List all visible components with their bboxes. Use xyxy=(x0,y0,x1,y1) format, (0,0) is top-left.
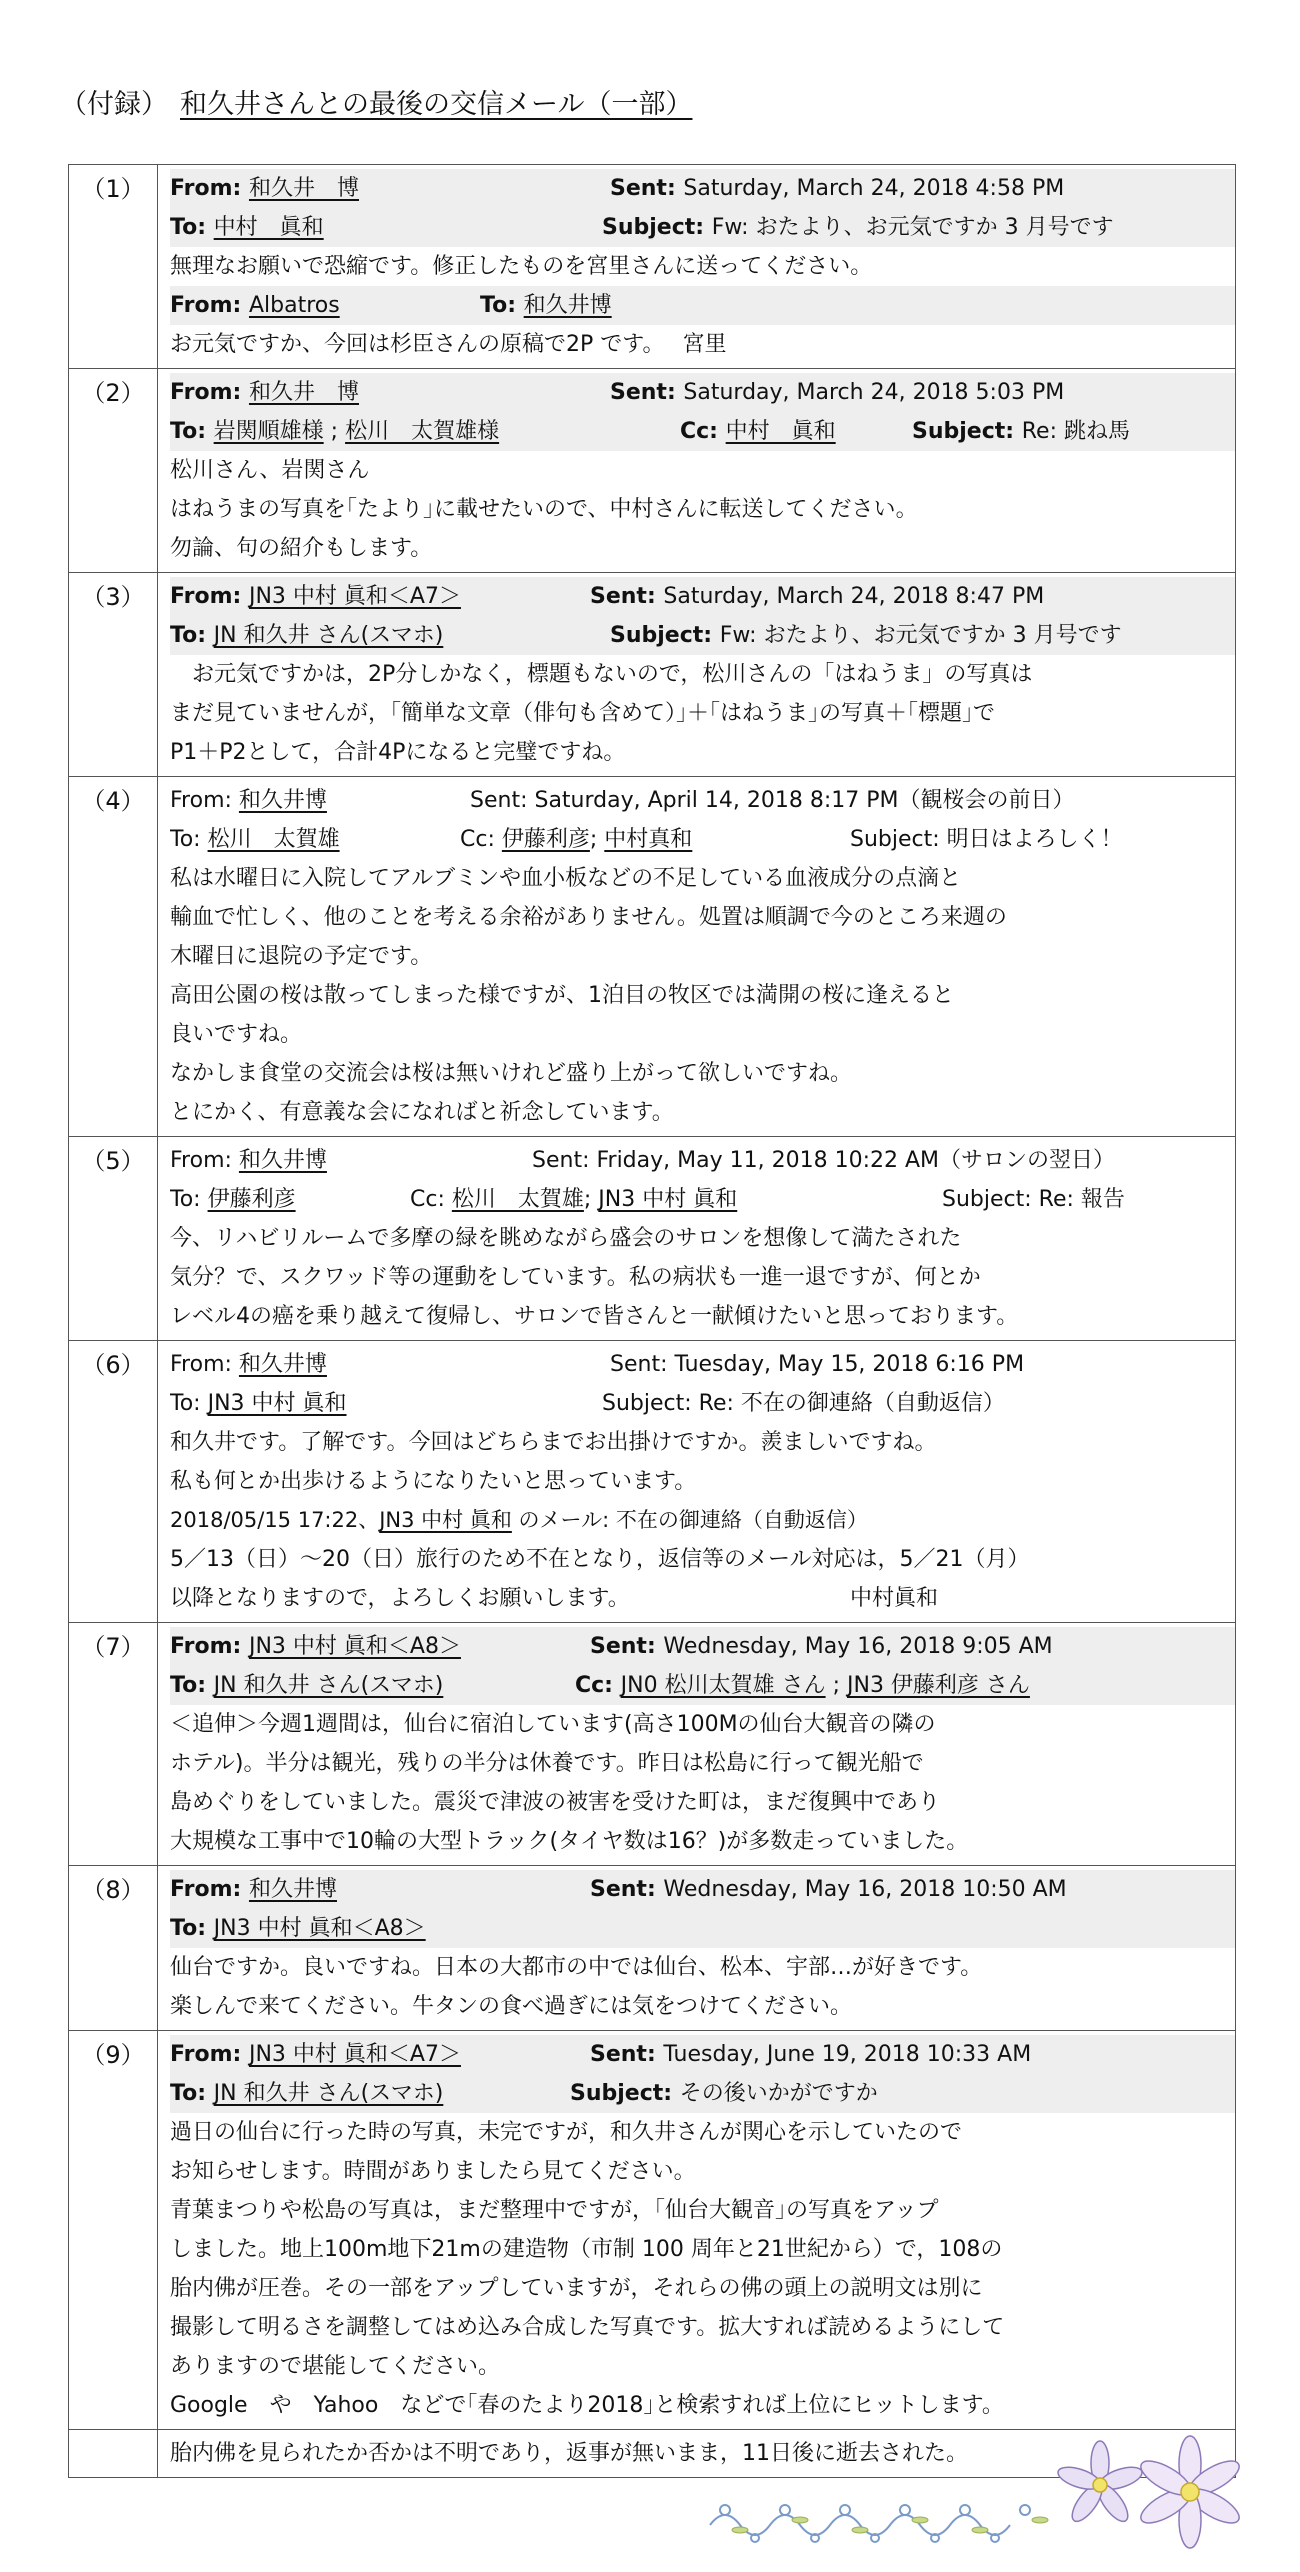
line-text: お元気ですかは，2P分しかなく，標題もないので，松川さんの「はねうま」の写真は xyxy=(170,662,1033,687)
mail-text-line xyxy=(170,1219,1229,1258)
line-segment-group xyxy=(602,208,1114,247)
line-text: 和久井です。了解です。今回はどちらまでお出掛けですか。羨ましいですね。 xyxy=(170,1430,937,1455)
line-segment-group xyxy=(610,1345,1024,1384)
header-label: To: xyxy=(170,215,214,240)
line-text: Saturday, March 24, 2018 8:47 PM xyxy=(663,584,1045,609)
header-label: Sent: xyxy=(590,584,664,609)
line-text: Fw: おたより、お元気ですか 3 月号です xyxy=(711,215,1114,240)
mail-header-line xyxy=(170,1627,1235,1666)
header-label: From: xyxy=(170,584,249,609)
header-label: From: xyxy=(170,176,249,201)
header-label: To: xyxy=(170,1916,214,1941)
mail-entry-row xyxy=(69,165,1236,369)
entry-number: （9） xyxy=(69,2031,158,2430)
mail-entry-row xyxy=(69,1137,1236,1341)
line-text: Subject: 明日はよろしく！ xyxy=(850,827,1123,852)
address-name: JN3 中村 眞和 xyxy=(207,1391,347,1416)
mail-text-line xyxy=(170,976,1229,1015)
line-text: To: xyxy=(170,1391,208,1416)
line-segment-group xyxy=(590,1870,1067,1909)
line-text: その後いかがですか xyxy=(679,2081,878,2106)
line-text: 中村眞和 xyxy=(850,1586,939,1611)
line-text: To: xyxy=(170,827,208,852)
line-text: Wednesday, May 16, 2018 9:05 AM xyxy=(663,1634,1053,1659)
page-title xyxy=(60,82,692,121)
line-text: 楽しんで来てください。牛タンの食べ過ぎには気をつけてください。 xyxy=(170,1994,853,2019)
line-text: 大規模な工事中で10輪の大型トラック(タイヤ数は16？)が多数走っていました。 xyxy=(170,1829,969,1854)
mail-text-line xyxy=(170,694,1229,733)
mail-table-body xyxy=(69,165,1236,2478)
mail-entry-row xyxy=(69,1341,1236,1623)
header-label: From: xyxy=(170,380,249,405)
line-text: 青葉まつりや松島の写真は，まだ整理中ですが，｢仙台大観音｣の写真をアップ xyxy=(170,2198,939,2223)
mail-header-line xyxy=(170,2074,1235,2113)
mail-text-line xyxy=(170,1054,1229,1093)
line-segment-group xyxy=(590,577,1044,616)
address-name: 和久井 博 xyxy=(248,176,359,201)
entry-number: （2） xyxy=(69,369,158,573)
line-text: 仙台ですか。良いですね。日本の大都市の中では仙台、松本、宇部…が好きです。 xyxy=(170,1955,983,1980)
entry-body xyxy=(158,2031,1236,2430)
header-label: From: xyxy=(170,293,249,318)
address-name: 岩関順雄様 xyxy=(213,419,324,444)
address-name: 和久井博 xyxy=(523,293,612,318)
mail-text-line xyxy=(170,2347,1229,2386)
address-name: JN 和久井 さん(スマホ) xyxy=(213,2081,444,2106)
line-text: Google や Yahoo などで｢春のたより2018｣と検索すれば上位にヒットします。 xyxy=(170,2393,1004,2418)
address-name: JN3 中村 眞和 xyxy=(598,1187,738,1212)
header-label: To: xyxy=(480,293,524,318)
address-name: 松川 太賀雄 xyxy=(207,827,340,852)
mail-text-line xyxy=(170,1948,1229,1987)
line-text: ; xyxy=(323,419,346,444)
address-name: JN3 中村 眞和 xyxy=(379,1508,512,1532)
line-segment-group xyxy=(850,820,1123,859)
line-text: 撮影して明るさを調整してはめ込み合成した写真です。拡大すれば読めるようにして xyxy=(170,2315,1005,2340)
mail-text-line xyxy=(170,655,1229,694)
line-segment-group xyxy=(570,2074,878,2113)
header-label: Sent: xyxy=(590,1634,664,1659)
header-label: Cc: xyxy=(680,419,726,444)
line-text: Re: 跳ね馬 xyxy=(1021,419,1130,444)
mail-entry-row xyxy=(69,777,1236,1137)
line-text: 高田公園の桜は散ってしまった様ですが、1泊目の牧区では満開の桜に逢えると xyxy=(170,983,954,1008)
entry-body xyxy=(158,165,1236,369)
mail-text-line xyxy=(170,781,1229,820)
entry-number: （3） xyxy=(69,573,158,777)
line-text: 良いですね。 xyxy=(170,1022,303,1047)
line-segment-group xyxy=(610,169,1064,208)
line-segment-group xyxy=(480,286,612,325)
closing-number-cell xyxy=(69,2430,158,2478)
mail-text-line xyxy=(170,733,1229,772)
mail-text-line xyxy=(170,2386,1229,2425)
mail-text-line xyxy=(170,859,1229,898)
mail-text-line xyxy=(170,1987,1229,2026)
mail-header-line xyxy=(170,412,1235,451)
address-name: JN3 中村 眞和＜A7＞ xyxy=(248,584,461,609)
line-text: Subject: Re: 報告 xyxy=(942,1187,1125,1212)
line-text: Saturday, March 24, 2018 5:03 PM xyxy=(683,380,1065,405)
line-segment-group xyxy=(575,1666,1030,1705)
line-text: 5／13（日）～20（日）旅行のため不在となり，返信等のメール対応は，5／21（月） xyxy=(170,1547,1030,1572)
address-name: 松川 太賀雄 xyxy=(451,1187,584,1212)
line-text: ; xyxy=(589,827,605,852)
mail-entry-row xyxy=(69,573,1236,777)
mail-text-line xyxy=(170,1258,1229,1297)
line-text: ありますので堪能してください。 xyxy=(170,2354,501,2379)
address-name: 和久井 博 xyxy=(248,380,359,405)
mail-text-line xyxy=(170,1180,1229,1219)
line-text: Wednesday, May 16, 2018 10:50 AM xyxy=(663,1877,1067,1902)
line-text: From: xyxy=(170,788,239,813)
header-label: To: xyxy=(170,419,214,444)
mail-header-line xyxy=(170,286,1235,325)
line-text: Subject: Re: 不在の御連絡（自動返信） xyxy=(602,1391,1005,1416)
mail-text-line xyxy=(170,529,1229,568)
mail-text-line xyxy=(170,1345,1229,1384)
mail-text-line xyxy=(170,1783,1229,1822)
line-text: 島めぐりをしていました。震災で津波の被害を受けた町は，まだ復興中であり xyxy=(170,1790,941,1815)
mail-text-line xyxy=(170,451,1229,490)
mail-text-line xyxy=(170,1384,1229,1423)
line-text: 以降となりますので，よろしくお願いします。 xyxy=(170,1586,630,1611)
line-text: ＜追伸＞今週1週間は，仙台に宿泊しています(高さ100Mの仙台大観音の隣の xyxy=(170,1712,936,1737)
line-text: ホテル)。半分は観光，残りの半分は休養です。昨日は松島に行って観光船で xyxy=(170,1751,924,1776)
address-name: 松川 太賀雄様 xyxy=(345,419,500,444)
mail-entry-row xyxy=(69,369,1236,573)
mail-text-line xyxy=(170,1141,1229,1180)
address-name: JN3 伊藤利彦 さん xyxy=(847,1673,1030,1698)
mail-entry-row xyxy=(69,2031,1236,2430)
line-text: To: xyxy=(170,1187,208,1212)
entry-body xyxy=(158,1866,1236,2031)
line-text: ; xyxy=(825,1673,847,1698)
line-segment-group xyxy=(532,1141,1115,1180)
line-segment-group xyxy=(460,820,692,859)
address-name: 中村 眞和 xyxy=(725,419,836,444)
address-name: 中村真和 xyxy=(604,827,693,852)
mail-text-line xyxy=(170,1423,1229,1462)
line-text: ; xyxy=(583,1187,599,1212)
line-text: Sent: Tuesday, May 15, 2018 6:16 PM xyxy=(610,1352,1025,1377)
header-label: To: xyxy=(170,2081,214,2106)
mail-text-line xyxy=(170,1501,1229,1540)
mail-text-line xyxy=(170,1015,1229,1054)
line-text: P1＋P2として，合計4Pになると完璧ですね。 xyxy=(170,740,626,765)
line-text: 私も何とか出歩けるようになりたいと思っています。 xyxy=(170,1469,697,1494)
mail-text-line xyxy=(170,2230,1229,2269)
line-segment-group xyxy=(680,412,836,451)
mail-header-line xyxy=(170,616,1235,655)
mail-text-line xyxy=(170,325,1229,364)
line-text: 木曜日に退院の予定です。 xyxy=(170,944,433,969)
entry-body xyxy=(158,369,1236,573)
address-name: 伊藤利彦 xyxy=(501,827,590,852)
address-name: JN 和久井 さん(スマホ) xyxy=(213,623,444,648)
header-label: From: xyxy=(170,1634,249,1659)
mail-text-line xyxy=(170,1462,1229,1501)
mail-entry-row xyxy=(69,1866,1236,2031)
mail-text-line xyxy=(170,2152,1229,2191)
mail-text-line xyxy=(170,1093,1229,1132)
entry-number: （7） xyxy=(69,1623,158,1866)
mail-text-line xyxy=(170,937,1229,976)
line-segment-group xyxy=(610,616,1122,655)
mail-text-line xyxy=(170,2113,1229,2152)
line-segment-group xyxy=(410,1180,737,1219)
title-prefix: （付録） xyxy=(60,89,168,120)
address-name: JN3 中村 眞和＜A7＞ xyxy=(248,2042,461,2067)
mail-text-line xyxy=(170,247,1229,286)
entry-number: （4） xyxy=(69,777,158,1137)
address-name: JN3 中村 眞和＜A8＞ xyxy=(213,1916,426,1941)
mail-text-line xyxy=(170,1297,1229,1336)
line-text: まだ見ていませんが，｢簡単な文章（俳句も含めて）｣＋｢はねうま｣の写真＋｢標題｣で xyxy=(170,701,996,726)
mail-entry-row xyxy=(69,1623,1236,1866)
line-text: Sent: Saturday, April 14, 2018 8:17 PM（観桜会の前日） xyxy=(470,788,1075,813)
line-text: お元気ですか、今回は杉臣さんの原稿で2P です。 宮里 xyxy=(170,332,727,357)
header-label: Sent: xyxy=(610,380,684,405)
mail-text-line xyxy=(170,1705,1229,1744)
mail-header-line xyxy=(170,169,1235,208)
title-main: 和久井さんとの最後の交信メール（一部） xyxy=(180,89,693,120)
header-label: To: xyxy=(170,1673,214,1698)
line-text: お知らせします。時間がありましたら見てください。 xyxy=(170,2159,696,2184)
closing-note: 胎内佛を見られたか否かは不明であり，返事が無いまま，11日後に逝去された。 xyxy=(158,2430,1236,2478)
line-text: 気分？で、スクワッド等の運動をしています。私の病状も一進一退ですが、何とか xyxy=(170,1265,981,1290)
entry-number: （5） xyxy=(69,1137,158,1341)
entry-number: （1） xyxy=(69,165,158,369)
header-label: Cc: xyxy=(575,1673,621,1698)
mail-header-line xyxy=(170,208,1235,247)
header-label: Subject: xyxy=(570,2081,680,2106)
line-text: 無理なお願いで恐縮です。修正したものを宮里さんに送ってください。 xyxy=(170,254,873,279)
mail-table xyxy=(68,164,1236,2478)
mail-header-line xyxy=(170,373,1235,412)
entry-number: （6） xyxy=(69,1341,158,1623)
mail-header-line xyxy=(170,1870,1235,1909)
line-text: なかしま食堂の交流会は桜は無いけれど盛り上がって欲しいですね。 xyxy=(170,1061,853,1086)
header-label: Subject: xyxy=(912,419,1022,444)
line-text: はねうまの写真を｢たより｣に載せたいので、中村さんに転送してください。 xyxy=(170,497,918,522)
line-text: レベル4の癌を乗り越えて復帰し、サロンで皆さんと一献傾けたいと思っております。 xyxy=(170,1304,1019,1329)
header-label: Subject: xyxy=(610,623,720,648)
mail-text-line xyxy=(170,2308,1229,2347)
line-segment-group xyxy=(602,1384,1005,1423)
line-segment-group xyxy=(610,373,1064,412)
line-segment-group xyxy=(470,781,1075,820)
line-text: 今、リハビリルームで多摩の緑を眺めながら盛会のサロンを想像して満たされた xyxy=(170,1226,962,1251)
mail-header-line xyxy=(170,577,1235,616)
line-segment-group xyxy=(912,412,1130,451)
header-label: Sent: xyxy=(610,176,684,201)
line-text: しました。地上100m地下21mの建造物（市制 100 周年と21世紀から）で，108の xyxy=(170,2237,1003,2262)
address-name: Albatros xyxy=(248,293,340,318)
mail-text-line xyxy=(170,1822,1229,1861)
mail-text-line xyxy=(170,2269,1229,2308)
line-segment-group xyxy=(590,2035,1031,2074)
line-text: 私は水曜日に入院してアルブミンや血小板などの不足している血液成分の点滴と xyxy=(170,866,962,891)
line-text: Cc: xyxy=(460,827,502,852)
header-label: From: xyxy=(170,2042,249,2067)
line-text: 松川さん、岩関さん xyxy=(170,458,370,483)
header-label: Sent: xyxy=(590,1877,664,1902)
entry-body xyxy=(158,1623,1236,1866)
line-text: のメール: 不在の御連絡（自動返信） xyxy=(511,1508,868,1532)
header-label: To: xyxy=(170,623,214,648)
address-name: 中村 眞和 xyxy=(213,215,324,240)
line-text: 2018/05/15 17:22、 xyxy=(170,1508,380,1532)
address-name: JN0 松川太賀雄 さん xyxy=(620,1673,826,1698)
line-text: Cc: xyxy=(410,1187,452,1212)
mail-header-line xyxy=(170,1909,1235,1948)
line-text: Tuesday, June 19, 2018 10:33 AM xyxy=(663,2042,1032,2067)
line-text: 勿論、句の紹介もします。 xyxy=(170,536,433,561)
entry-body xyxy=(158,777,1236,1137)
line-text: Sent: Friday, May 11, 2018 10:22 AM（サロンの翌日） xyxy=(532,1148,1116,1173)
entry-body xyxy=(158,1341,1236,1623)
line-segment-group xyxy=(590,1627,1053,1666)
line-text: Fw: おたより、お元気ですか 3 月号です xyxy=(719,623,1122,648)
address-name: 伊藤利彦 xyxy=(207,1187,296,1212)
mail-text-line xyxy=(170,1744,1229,1783)
line-text: From: xyxy=(170,1352,239,1377)
mail-text-line xyxy=(170,2191,1229,2230)
mail-text-line xyxy=(170,1579,1229,1618)
line-text: 過日の仙台に行った時の写真，未完ですが，和久井さんが関心を示していたので xyxy=(170,2120,963,2145)
address-name: 和久井博 xyxy=(238,1352,327,1377)
header-label: From: xyxy=(170,1877,249,1902)
mail-text-line xyxy=(170,898,1229,937)
address-name: 和久井博 xyxy=(238,788,327,813)
header-label: Subject: xyxy=(602,215,712,240)
line-text: 胎内佛が圧巻。その一部をアップしていますが，それらの佛の頭上の説明文は別に xyxy=(170,2276,983,2301)
address-name: 和久井博 xyxy=(248,1877,337,1902)
mail-header-line xyxy=(170,2035,1235,2074)
line-segment-group xyxy=(942,1180,1125,1219)
line-text: From: xyxy=(170,1148,239,1173)
mail-text-line xyxy=(170,1540,1229,1579)
entry-number: （8） xyxy=(69,1866,158,2031)
header-label: Sent: xyxy=(590,2042,664,2067)
line-segment-group xyxy=(850,1579,938,1618)
mail-text-line xyxy=(170,820,1229,859)
line-text: とにかく、有意義な会になればと祈念しています。 xyxy=(170,1100,674,1125)
address-name: JN3 中村 眞和＜A8＞ xyxy=(248,1634,461,1659)
line-text: 輸血で忙しく、他のことを考える余裕がありません。処置は順調で今のところ来週の xyxy=(170,905,1007,930)
address-name: JN 和久井 さん(スマホ) xyxy=(213,1673,444,1698)
line-text: Saturday, March 24, 2018 4:58 PM xyxy=(683,176,1065,201)
mail-text-line xyxy=(170,490,1229,529)
entry-body xyxy=(158,1137,1236,1341)
entry-body xyxy=(158,573,1236,777)
flower-vine-decoration xyxy=(700,2430,1260,2550)
mail-header-line xyxy=(170,1666,1235,1705)
address-name: 和久井博 xyxy=(238,1148,327,1173)
